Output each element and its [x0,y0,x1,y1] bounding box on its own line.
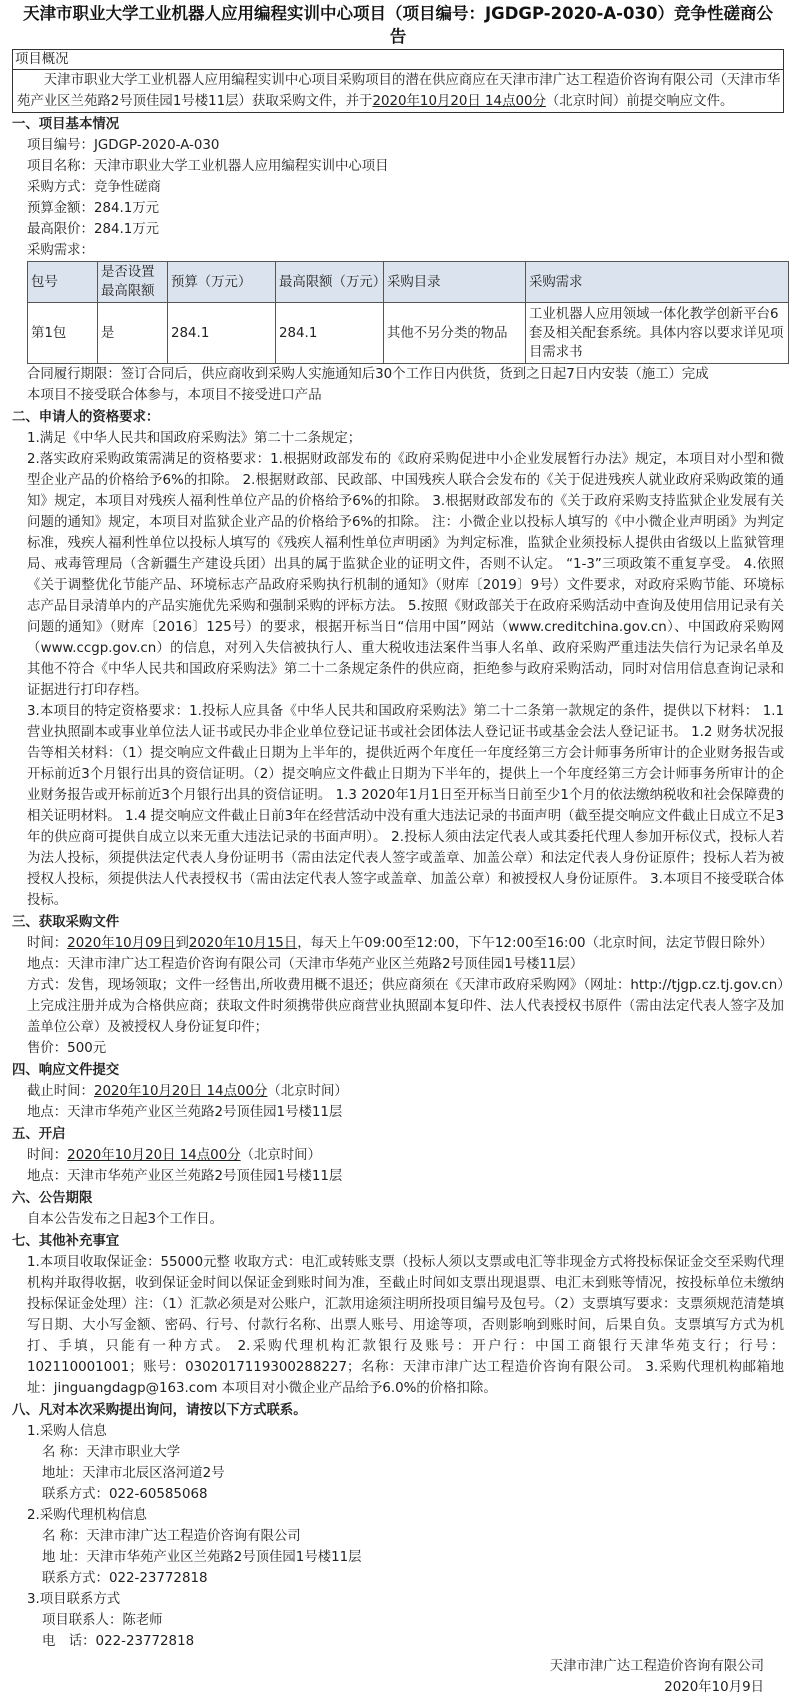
table-cell: 第1包 [28,303,98,364]
time-label: 时间： [27,936,68,951]
table-header-cell: 最高限额（万元） [276,262,384,303]
document-acquisition-method: 方式：发售，现场领取；文件一经售出,所收费用概不退还；供应商须在《天津市政府采购网》（网址：http://tjgp.cz.tj.gov.cn）上完成注册并成为合格供应商；获取文件时须携带供应商营业执照副本复印件、法人代表授权书原件（需由法定代表人签字及加盖单位公章）及被授权人身份证复印件； [27,978,784,1035]
section-heading: 三、获取采购文件 [12,915,120,930]
time-connector: 到 [175,936,189,951]
table-header-cell: 采购需求 [526,262,789,303]
purchaser-heading: 1.采购人信息 [27,1424,107,1439]
project-contact-phone: 电 话：022-23772818 [42,1634,195,1649]
submission-place: 地点：天津市华苑产业区兰苑路2号顶佳园1号楼11层 [27,1105,343,1120]
contract-period: 合同履行期限：签订合同后，供应商收到采购人实施通知后30个工作日内供货，货到之日起7日内安装（施工）完成 [27,367,709,382]
agency-heading: 2.采购代理机构信息 [27,1508,147,1523]
purchaser-contact: 联系方式：022-60585068 [42,1487,208,1502]
agency-address: 地 址：天津市华苑产业区兰苑路2号顶佳园1号楼11层 [42,1550,362,1565]
purchaser-name: 名 称：天津市职业大学 [42,1445,181,1460]
section-heading: 七、其他补充事宜 [12,1234,120,1249]
procurement-requirement-label: 采购需求： [27,243,94,258]
agency-contact: 联系方式：022-23772818 [42,1571,208,1586]
acquisition-end-date: 2020年10月15日 [188,936,298,951]
table-cell: 是 [98,303,168,364]
overview-box [12,49,784,113]
document-acquisition-time [12,933,784,954]
time-rest: ，每天上午09:00至12:00，下午12:00至16:00（北京时间，法定节假日除外） [297,936,773,951]
opening-time-suffix: （北京时间） [240,1148,321,1163]
signature-date: 2020年10月9日 [664,1680,764,1695]
qualification-item-1: 1.满足《中华人民共和国政府采购法》第二十二条规定； [27,431,362,446]
opening-time-label: 时间： [27,1148,68,1163]
table-header-cell: 包号 [28,262,98,303]
opening-time [12,1145,784,1166]
procurement-method: 采购方式：竞争性磋商 [27,180,161,195]
announcement-period: 自本公告发布之日起3个工作日。 [27,1212,223,1227]
project-contact-heading: 3.项目联系方式 [27,1592,121,1607]
section-heading: 一、项目基本情况 [12,117,120,132]
overview-deadline: 2020年10月20日 14点00分 [372,94,546,109]
table-header-cell: 预算（万元） [168,262,276,303]
table-cell: 其他不另分类的物品 [384,303,526,364]
requirements-table [27,261,789,364]
table-cell: 284.1 [168,303,276,364]
section-heading: 四、响应文件提交 [12,1063,120,1078]
max-price: 最高限价：284.1万元 [27,222,160,237]
deadline-value: 2020年10月20日 14点00分 [93,1084,268,1099]
consortium-note: 本项目不接受联合体参与，本项目不接受进口产品 [27,388,322,403]
supplementary-info: 1.本项目收取保证金：55000元整 收取方式：电汇或转账支票（投标人须以支票或电汇等非现金方式将投标保证金交至采购代理机构并取得收据，收到保证金时间以保证金到账时间为准，至截止时间如支票出现退票、电汇未到账等情况，按投标单位未缴纳投标保证金处理）注：（1）汇款必须是对公账户，汇款用途须注明所投项目编号及包号。（2）支票填写要求：支票须规范清楚填写日期、大小写金额、密码、行号、付款行名称、出票人账号、用途等项，否则影响到账时间，后果自负。支票填写方式为机打、手填，只能有一种方式。 2.采购代理机构汇款银行及账号：开户行：中国工商银行天津华苑支行；行号：102110001001；账号：0302017119300288227；名称：天津市津广达工程造价咨询有限公司。 3.采购代理机构邮箱地址：jinguangdagp@163.com 本项目对小微企业产品给予6.0%的价格扣除。 [27,1255,784,1396]
deadline-suffix: （北京时间） [267,1084,348,1099]
document-price: 售价：500元 [27,1041,107,1056]
agency-name: 名 称：天津市津广达工程造价咨询有限公司 [42,1529,301,1544]
section-heading: 五、开启 [12,1127,66,1142]
purchaser-address: 地址：天津市北辰区洛河道2号 [42,1466,225,1481]
signature-company: 天津市津广达工程造价咨询有限公司 [549,1659,764,1674]
overview-text-part: （北京时间）前提交响应文件。 [545,94,734,109]
table-cell: 284.1 [276,303,384,364]
page-title: 天津市职业大学工业机器人应用编程实训中心项目（项目编号：JGDGP-2020-A-030）竞争性磋商公告 [23,4,773,46]
budget-amount: 预算金额：284.1万元 [27,201,160,216]
qualification-item-3: 3.本项目的特定资格要求：1.投标人应具备《中华人民共和国政府采购法》第二十二条第一款规定的条件，提供以下材料： 1.1营业执照副本或事业单位法人证书或民办非企业单位登记证书或社会团体法人登记证书或基金会法人登记证书。 1.2 财务状况报告等相关材料：（1）提交响应文件截止日期为上半年的，提供近两个年度任一年度经第三方会计师事务所审计的企业财务报告或开标前近3个月银行出具的资信证明。（2）提交响应文件截止日期为下半年的，提供上一个年度经第三方会计师事务所审计的企业财务报告或开标前近3个月银行出具的资信证明。 1.3 2020年1月1日至开标当日前至少1个月的依法缴纳税收和社会保障费的相关证明材料。 1.4 提交响应文件截止日前3年在经营活动中没有重大违法记录的书面声明（截至提交响应文件截止日成立不足3年的供应商可提供自成立以来无重大违法记录的书面声明）。 2.投标人须由法定代表人或其委托代理人参加开标仪式，投标人若为法人投标，须提供法定代表人身份证明书（需由法定代表人签字或盖章、加盖公章）和法定代表人身份证原件；投标人若为被授权人投标，须提供法人代表授权书（需由法定代表人签字或盖章、加盖公章）和被授权人身份证原件。 3.本项目不接受联合体投标。 [27,704,784,908]
submission-deadline [12,1081,784,1102]
table-header-cell: 采购目录 [384,262,526,303]
section-heading: 六、公告期限 [12,1191,93,1206]
opening-place: 地点：天津市华苑产业区兰苑路2号顶佳园1号楼11层 [27,1169,343,1184]
section-heading: 八、凡对本次采购提出询问，请按以下方式联系。 [12,1403,307,1418]
section-heading: 二、申请人的资格要求： [12,410,160,425]
qualification-item-2: 2.落实政府采购政策需满足的资格要求：1.根据财政部发布的《政府采购促进中小企业发展暂行办法》规定，本项目对小型和微型企业产品的价格给予6%的扣除。 2.根据财政部、民政部、中国残疾人联合会发布的《关于促进残疾人就业政府采购政策的通知》规定，本项目对残疾人福利性单位产品的价格给予6%的扣除。 3.根据财政部发布的《关于政府采购支持监狱企业发展有关问题的通知》规定，本项目对监狱企业产品的价格给予6%的扣除。 注：小微企业以投标人填写的《中小微企业声明函》为判定标准，残疾人福利性单位以投标人填写的《残疾人福利性单位声明函》为判定标准，监狱企业须投标人提供由省级以上监狱管理局、戒毒管理局（含新疆生产建设兵团）出具的属于监狱企业的证明文件，否则不认定。 “1-3”三项政策不重复享受。 4.依照《关于调整优化节能产品、环境标志产品政府采购执行机制的通知》（财库〔2019〕9号）文件要求，对政府采购节能、环境标志产品目录清单内的产品实施优先采购和强制采购的评标方法。 5.按照《财政部关于在政府采购活动中查询及使用信用记录有关问题的通知》（财库〔2016〕125号）的要求，根据开标当日“信用中国”网站（www.creditchina.gov.cn）、中国政府采购网（www.ccgp.gov.cn）的信息，对列入失信被执行人、重大税收违法案件当事人名单、政府采购严重违法失信行为记录名单及其他不符合《中华人民共和国政府采购法》第二十二条规定条件的供应商，拒绝参与政府采购活动，同时对信用信息查询记录和证据进行打印存档。 [27,452,784,698]
table-row [28,303,789,364]
table-header-cell: 是否设置最高限额 [98,262,168,303]
deadline-label: 截止时间： [27,1084,94,1099]
project-number: 项目编号：JGDGP-2020-A-030 [27,138,220,153]
table-cell: 工业机器人应用领域一体化教学创新平台6套及相关配套系统。具体内容以要求详见项目需求书 [526,303,789,364]
acquisition-start-date: 2020年10月09日 [67,936,176,951]
project-name: 项目名称：天津市职业大学工业机器人应用编程实训中心项目 [27,159,389,174]
overview-text [13,70,783,112]
overview-heading: 项目概况 [13,50,783,70]
overview-text-part: 天津市职业大学工业机器人应用编程实训中心项目采购项目的潜在供应商应在天津市津广达工程造价咨询有限公司（天津市华苑产业区兰苑路2号顶佳园1号楼11层）获取采购文件，并于 [17,73,781,109]
table-header-row [28,262,789,303]
project-contact-person: 项目联系人：陈老师 [42,1613,163,1628]
opening-time-value: 2020年10月20日 14点00分 [67,1148,241,1163]
document-acquisition-place: 地点：天津市津广达工程造价咨询有限公司（天津市华苑产业区兰苑路2号顶佳园1号楼11层） [27,957,584,972]
